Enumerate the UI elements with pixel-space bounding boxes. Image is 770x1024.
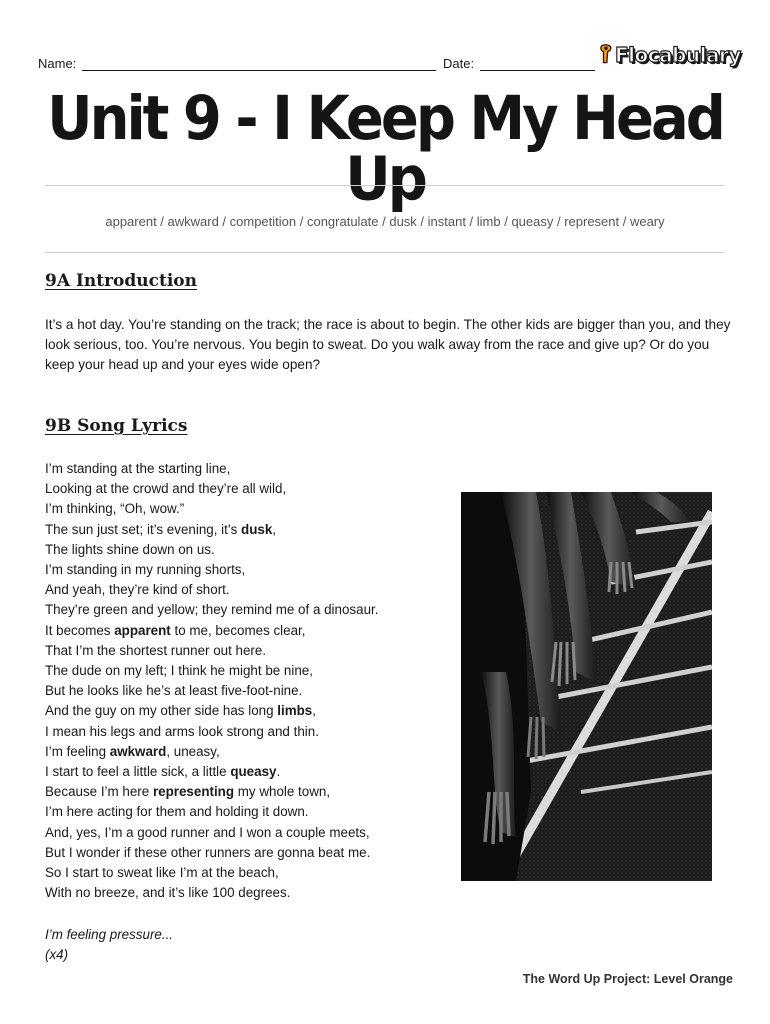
chorus-line: I’m feeling pressure... — [45, 927, 174, 942]
vocab-word: awkward — [109, 743, 167, 759]
lyric-line: That I’m the shortest runner out here. — [45, 642, 267, 658]
logo-text: Flocabulary — [615, 43, 741, 67]
lyric-line: I’m thinking, “Oh, wow.” — [45, 501, 185, 517]
vocab-word: limbs — [277, 703, 313, 719]
section-heading-intro: 9A Introduction — [45, 271, 198, 291]
lyric-line: And yeah, they’re kind of short. — [45, 582, 230, 598]
divider — [45, 185, 725, 186]
page-title: Unit 9 - I Keep My Head Up — [47, 84, 723, 215]
vocab-word: apparent — [114, 622, 171, 638]
date-label: Date: — [443, 56, 475, 71]
divider — [45, 252, 725, 253]
lyric-line: The dude on my left; I think he might be nine, — [45, 663, 313, 679]
name-label: Name: — [38, 56, 77, 71]
intro-paragraph: It’s a hot day. You’re standing on the track; the race is about to begin. The other kids are bigger than you, and they look serious, too. You’re nervous. You begin to sweat. Do you walk away from the race and give up? Or do you keep your head up and your eyes wide open? — [45, 317, 731, 372]
lyric-line: And the guy on my other side has long limbs, — [45, 703, 316, 719]
chorus-repeat: (x4) — [45, 947, 69, 962]
flocabulary-logo-icon — [598, 44, 614, 66]
lyric-line: The lights shine down on us. — [45, 541, 215, 557]
lyric-line: So I start to sweat like I’m at the beach, — [45, 865, 279, 881]
lyric-line: I’m standing in my running shorts, — [45, 562, 246, 578]
section-heading-lyrics: 9B Song Lyrics — [45, 416, 188, 436]
flocabulary-logo — [598, 40, 741, 70]
lyric-line: Because I’m here representing my whole town, — [45, 784, 331, 800]
footer-project-label: The Word Up Project: Level Orange — [522, 972, 733, 986]
lyric-line: I’m standing at the starting line, — [45, 461, 231, 476]
photo-illustration — [461, 492, 712, 881]
lyric-line: Looking at the crowd and they’re all wild, — [45, 481, 287, 497]
lyric-line: But he looks like he’s at least five-foot-nine. — [45, 683, 303, 699]
lyric-line: It becomes apparent to me, becomes clear, — [45, 622, 306, 638]
song-lyrics — [45, 459, 445, 903]
lyric-line: They’re green and yellow; they remind me of a dinosaur. — [45, 602, 379, 618]
lyric-line: But I wonder if these other runners are gonna beat me. — [45, 844, 371, 860]
vocab-word: queasy — [230, 764, 277, 780]
chorus — [45, 925, 173, 965]
lyric-line: The sun just set; it’s evening, it’s dusk, — [45, 521, 277, 537]
date-field[interactable] — [480, 70, 595, 71]
name-field[interactable] — [82, 70, 436, 71]
lyric-line: I’m feeling awkward, uneasy, — [45, 743, 220, 759]
vocabulary-list: apparent / awkward / competition / congratulate / dusk / instant / limb / queasy / represent / weary — [105, 214, 665, 229]
track-starting-line-photo — [461, 492, 712, 881]
vocab-word: dusk — [241, 521, 273, 537]
lyric-line: And, yes, I’m a good runner and I won a couple meets, — [45, 824, 370, 840]
lyric-line: I’m here acting for them and holding it down. — [45, 804, 309, 820]
vocab-word: representing — [152, 784, 235, 800]
lyric-line: I mean his legs and arms look strong and thin. — [45, 723, 319, 739]
lyric-line: I start to feel a little sick, a little queasy. — [45, 764, 281, 780]
lyric-line: With no breeze, and it’s like 100 degrees. — [45, 885, 291, 901]
